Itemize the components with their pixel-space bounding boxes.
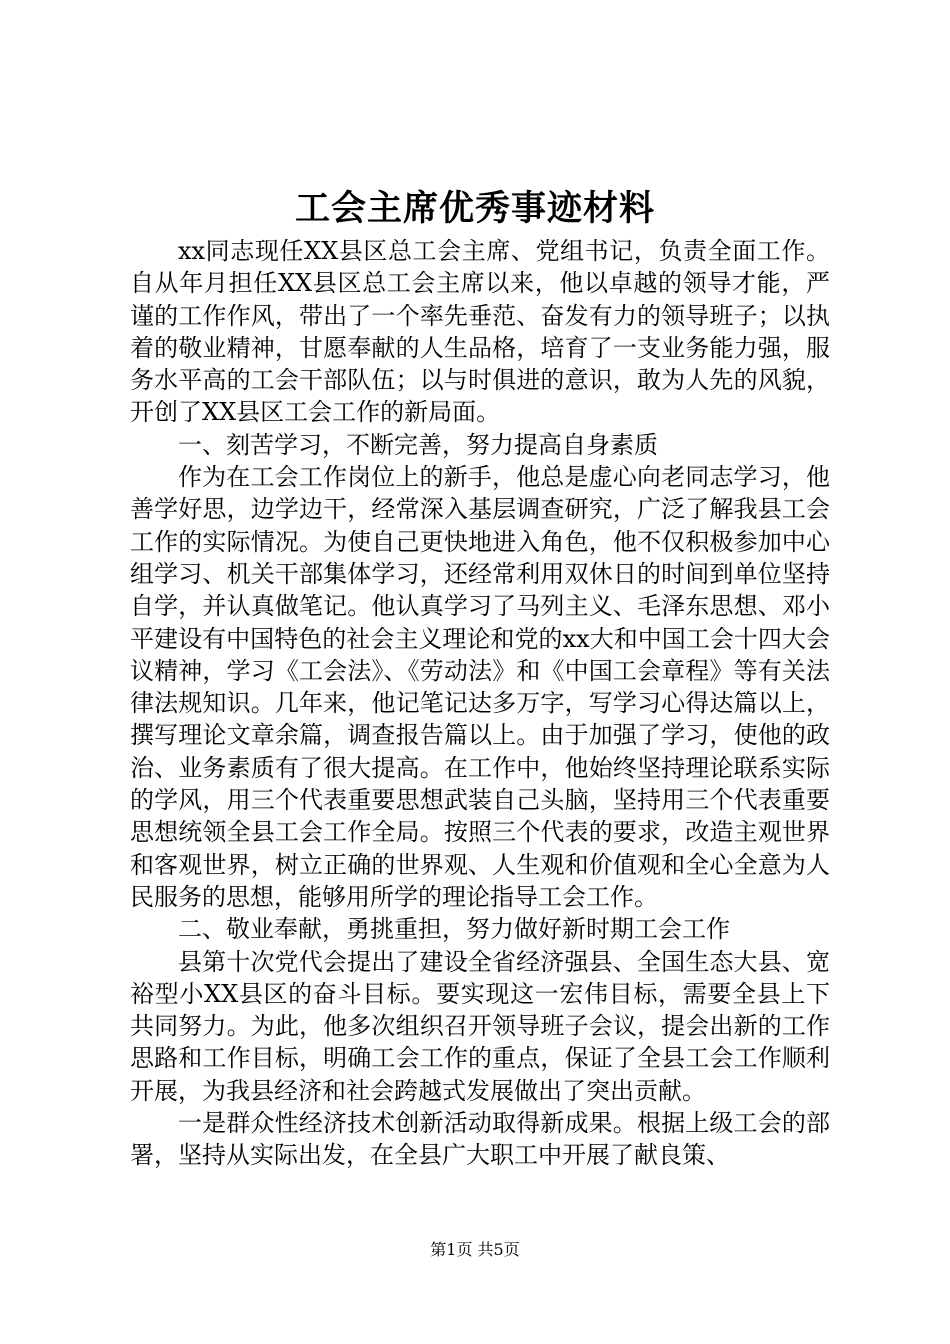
document-title: 工会主席优秀事迹材料 [294, 189, 655, 229]
paragraph-innovation: 一是群众性经济技术创新活动取得新成果。根据上级工会的部署，坚持从实际出发，在全县广大职工中开展了献良策、 [130, 1109, 830, 1170]
page-footer: 第1页 共5页 [430, 1240, 520, 1259]
paragraph-intro: xx同志现任XX县区总工会主席、党组书记，负责全面工作。自从年月担任XX县区总工会主席以来，他以卓越的领导才能，严谨的工作作风，带出了一个率先垂范、奋发有力的领导班子；以执着的敬业精神，甘愿奉献的人生品格，培育了一支业务能力强，服务水平高的工会干部队伍；以与时俱进的意识，敢为人先的风貌，开创了XX县区工会工作的新局面。 [130, 237, 830, 427]
document-body [130, 235, 830, 1172]
section-heading-1: 一、刻苦学习，不断完善，努力提高自身素质 [178, 430, 658, 459]
section-heading-2: 二、敬业奉献，勇挑重担，努力做好新时期工会工作 [178, 915, 730, 944]
paragraph-dedication: 县第十次党代会提出了建设全省经济强县、全国生态大县、宽裕型小XX县区的奋斗目标。要实现这一宏伟目标，需要全县上下共同努力。为此，他多次组织召开领导班子会议，提会出新的工作思路和工作目标，明确工会工作的重点，保证了全县工会工作顺利开展，为我县经济和社会跨越式发展做出了突出贡献。 [130, 947, 830, 1105]
paragraph-study: 作为在工会工作岗位上的新手，他总是虚心向老同志学习，他善学好思，边学边干，经常深入基层调查研究，广泛了解我县工会工作的实际情况。为使自己更快地进入角色，他不仅积极参加中心组学习、机关干部集体学习，还经常利用双休日的时间到单位坚持自学，并认真做笔记。他认真学习了马列主义、毛泽东思想、邓小平建设有中国特色的社会主义理论和党的xx大和中国工会十四大会议精神，学习《工会法》、《劳动法》和《中国工会章程》等有关法律法规知识。几年来，他记笔记达多万字，写学习心得达篇以上，撰写理论文章余篇，调查报告篇以上。由于加强了学习，使他的政治、业务素质有了很大提高。在工作中，他始终坚持理论联系实际的学风，用三个代表重要思想武装自己头脑，坚持用三个代表重要思想统领全县工会工作全局。按照三个代表的要求，改造主观世界和客观世界，树立正确的世界观、人生观和价值观和全心全意为人民服务的思想，能够用所学的理论指导工会工作。 [130, 463, 830, 911]
